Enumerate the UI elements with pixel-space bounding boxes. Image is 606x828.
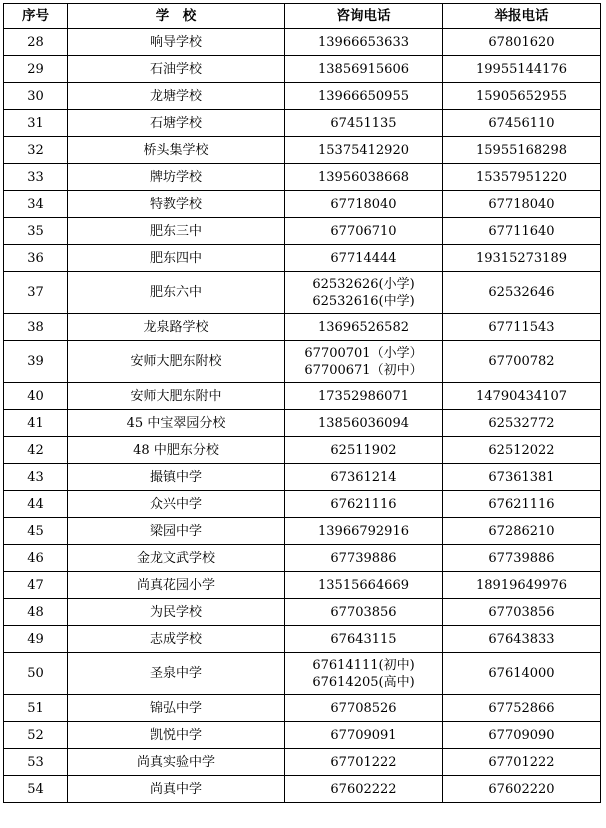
table-row [4,410,601,437]
row-number: 50 [4,653,68,695]
consult-phone-cell [285,29,443,56]
school-name: 牌坊学校 [68,164,285,191]
table-row [4,341,601,383]
consult-phone-cell [285,191,443,218]
consult-phone: 67709091 [330,727,397,743]
consult-phone-cell [285,572,443,599]
report-phone: 67709090 [443,722,601,749]
table-row [4,137,601,164]
report-phone: 18919649976 [443,572,601,599]
row-number: 37 [4,272,68,314]
table-row [4,695,601,722]
report-phone: 67752866 [443,695,601,722]
consult-phone: 13856036094 [318,415,409,431]
table-row [4,110,601,137]
row-number: 39 [4,341,68,383]
consult-phone: 13515664669 [318,577,409,593]
consult-phone: 67703856 [330,604,397,620]
consult-phone-cell [285,518,443,545]
school-name: 特教学校 [68,191,285,218]
consult-phone: 62532616(中学) [312,293,415,309]
school-name: 安师大肥东附校 [68,341,285,383]
header-school: 学 校 [68,4,285,29]
table-row [4,191,601,218]
school-name: 金龙文武学校 [68,545,285,572]
consult-phone-cell [285,695,443,722]
consult-phone: 67614205(高中) [312,674,415,690]
consult-phone: 17352986071 [318,388,409,404]
consult-phone: 62532626(小学) [312,276,415,292]
consult-phone-cell [285,341,443,383]
row-number: 49 [4,626,68,653]
row-number: 31 [4,110,68,137]
school-name: 为民学校 [68,599,285,626]
school-name: 志成学校 [68,626,285,653]
header-report-phone: 举报电话 [443,4,601,29]
row-number: 32 [4,137,68,164]
consult-phone-cell [285,722,443,749]
row-number: 47 [4,572,68,599]
school-name: 梁园中学 [68,518,285,545]
consult-phone: 67708526 [330,700,397,716]
row-number: 44 [4,491,68,518]
table-row [4,383,601,410]
report-phone: 15955168298 [443,137,601,164]
consult-phone: 67714444 [330,250,397,266]
report-phone: 67621116 [443,491,601,518]
consult-phone: 67701222 [330,754,397,770]
report-phone: 15357951220 [443,164,601,191]
header-consult-phone: 咨询电话 [285,4,443,29]
table-row [4,722,601,749]
table-row [4,491,601,518]
row-number: 46 [4,545,68,572]
row-number: 29 [4,56,68,83]
consult-phone-cell [285,410,443,437]
school-name: 圣泉中学 [68,653,285,695]
consult-phone-cell [285,464,443,491]
table-row [4,776,601,803]
school-name: 48 中肥东分校 [68,437,285,464]
consult-phone: 67621116 [330,496,397,512]
report-phone: 62532646 [443,272,601,314]
school-name: 凯悦中学 [68,722,285,749]
consult-phone: 13966650955 [318,88,409,104]
consult-phone-cell [285,164,443,191]
school-name: 安师大肥东附中 [68,383,285,410]
consult-phone-cell [285,218,443,245]
row-number: 42 [4,437,68,464]
row-number: 45 [4,518,68,545]
school-name: 肥东三中 [68,218,285,245]
row-number: 41 [4,410,68,437]
consult-phone: 67739886 [330,550,397,566]
row-number: 28 [4,29,68,56]
school-name: 45 中宝翠园分校 [68,410,285,437]
consult-phone-cell [285,653,443,695]
row-number: 34 [4,191,68,218]
report-phone: 67700782 [443,341,601,383]
school-name: 龙塘学校 [68,83,285,110]
report-phone: 62512022 [443,437,601,464]
consult-phone: 13956038668 [318,169,409,185]
row-number: 36 [4,245,68,272]
school-name: 肥东六中 [68,272,285,314]
consult-phone: 13966653633 [318,34,409,50]
school-name: 尚真实验中学 [68,749,285,776]
consult-phone-cell [285,383,443,410]
table-row [4,314,601,341]
report-phone: 67739886 [443,545,601,572]
consult-phone: 13966792916 [318,523,409,539]
consult-phone-cell [285,56,443,83]
table-body [4,29,601,803]
consult-phone: 67700671（初中） [304,362,423,378]
row-number: 35 [4,218,68,245]
school-name: 撮镇中学 [68,464,285,491]
consult-phone-cell [285,137,443,164]
table-row [4,599,601,626]
table-row [4,653,601,695]
report-phone: 14790434107 [443,383,601,410]
table-row [4,626,601,653]
consult-phone-cell [285,314,443,341]
school-name: 尚真中学 [68,776,285,803]
school-name: 石油学校 [68,56,285,83]
row-number: 48 [4,599,68,626]
table-row [4,272,601,314]
row-number: 38 [4,314,68,341]
table-row [4,83,601,110]
consult-phone-cell [285,491,443,518]
consult-phone: 15375412920 [318,142,409,158]
report-phone: 67456110 [443,110,601,137]
consult-phone-cell [285,437,443,464]
consult-phone: 62511902 [330,442,397,458]
row-number: 40 [4,383,68,410]
consult-phone-cell [285,599,443,626]
consult-phone: 67451135 [330,115,397,131]
header-no: 序号 [4,4,68,29]
consult-phone-cell [285,83,443,110]
school-name: 桥头集学校 [68,137,285,164]
report-phone: 67801620 [443,29,601,56]
report-phone: 67602220 [443,776,601,803]
consult-phone-cell [285,749,443,776]
consult-phone: 13856915606 [318,61,409,77]
school-name: 锦弘中学 [68,695,285,722]
report-phone: 19955144176 [443,56,601,83]
table-row [4,545,601,572]
consult-phone-cell [285,626,443,653]
school-name: 众兴中学 [68,491,285,518]
report-phone: 67718040 [443,191,601,218]
school-phone-table [3,3,601,803]
table-row [4,464,601,491]
row-number: 54 [4,776,68,803]
consult-phone-cell [285,776,443,803]
consult-phone-cell [285,245,443,272]
report-phone: 67643833 [443,626,601,653]
table-row [4,245,601,272]
school-name: 尚真花园小学 [68,572,285,599]
row-number: 30 [4,83,68,110]
report-phone: 67286210 [443,518,601,545]
table-row [4,518,601,545]
row-number: 33 [4,164,68,191]
table-row [4,437,601,464]
consult-phone: 67361214 [330,469,397,485]
consult-phone: 67602222 [330,781,397,797]
table-row [4,749,601,776]
school-name: 响导学校 [68,29,285,56]
consult-phone-cell [285,545,443,572]
header-row [4,4,601,29]
table-row [4,218,601,245]
consult-phone-cell [285,110,443,137]
school-name: 石塘学校 [68,110,285,137]
report-phone: 67614000 [443,653,601,695]
report-phone: 62532772 [443,410,601,437]
row-number: 43 [4,464,68,491]
row-number: 51 [4,695,68,722]
consult-phone: 13696526582 [318,319,409,335]
consult-phone: 67706710 [330,223,397,239]
consult-phone: 67643115 [330,631,397,647]
table-row [4,572,601,599]
report-phone: 67701222 [443,749,601,776]
row-number: 53 [4,749,68,776]
report-phone: 19315273189 [443,245,601,272]
table-row [4,56,601,83]
report-phone: 67703856 [443,599,601,626]
row-number: 52 [4,722,68,749]
report-phone: 15905652955 [443,83,601,110]
consult-phone-cell [285,272,443,314]
table-row [4,164,601,191]
report-phone: 67711640 [443,218,601,245]
report-phone: 67361381 [443,464,601,491]
consult-phone: 67700701（小学） [304,345,423,361]
school-name: 肥东四中 [68,245,285,272]
consult-phone: 67718040 [330,196,397,212]
report-phone: 67711543 [443,314,601,341]
school-name: 龙泉路学校 [68,314,285,341]
table-row [4,29,601,56]
consult-phone: 67614111(初中) [312,657,415,673]
